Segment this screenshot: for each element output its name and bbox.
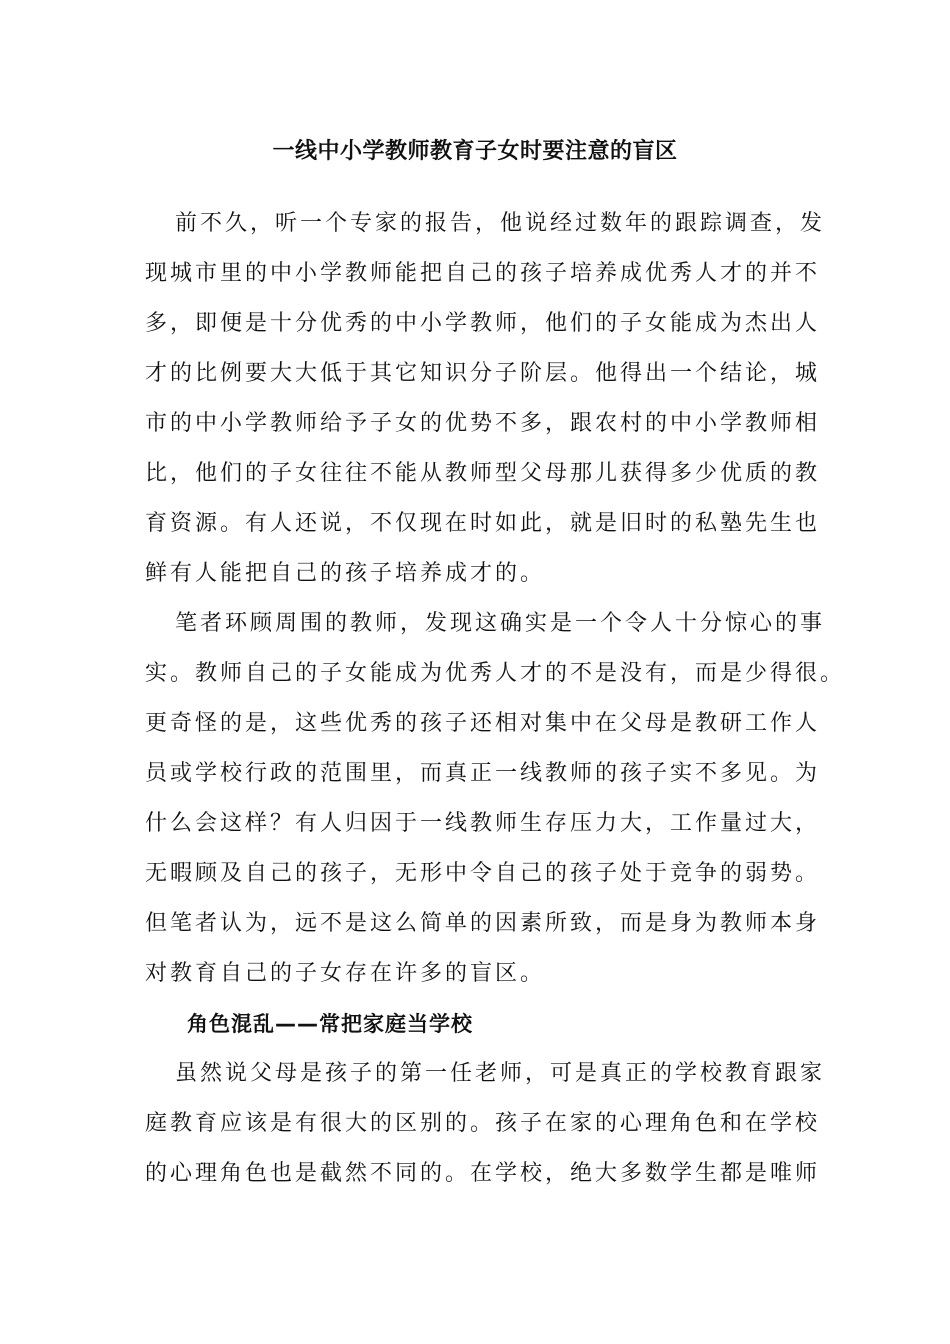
paragraph-line: 现城市里的中小学教师能把自己的孩子培养成优秀人才的并不 — [145, 261, 821, 286]
paragraph-line: 无暇顾及自己的孩子，无形中令自己的孩子处于竞争的弱势。 — [145, 861, 821, 886]
paragraph-line: 前不久，听一个专家的报告，他说经过数年的跟踪调查，发 — [175, 211, 826, 236]
document-title: 一线中小学教师教育子女时要注意的盲区 — [272, 139, 678, 164]
paragraph-line: 员或学校行政的范围里，而真正一线教师的孩子实不多见。为 — [145, 761, 821, 786]
paragraph-1 — [145, 199, 826, 599]
paragraph-line: 市的中小学教师给予子女的优势不多，跟农村的中小学教师相 — [145, 411, 821, 436]
paragraph-line: 对教育自己的子女存在许多的盲区。 — [145, 961, 546, 986]
paragraph-line: 什么会这样？有人归因于一线教师生存压力大，工作量过大， — [145, 811, 821, 836]
paragraph-line: 鲜有人能把自己的孩子培养成才的。 — [145, 561, 546, 586]
paragraph-line: 实。教师自己的子女能成为优秀人才的不是没有，而是少得很。 — [145, 661, 846, 686]
paragraph-line: 多，即便是十分优秀的中小学教师，他们的子女能成为杰出人 — [145, 311, 821, 336]
section-heading: 角色混乱——常把家庭当学校 — [187, 1012, 473, 1036]
paragraph-line: 比，他们的子女往往不能从教师型父母那儿获得多少优质的教 — [145, 461, 821, 486]
paragraph-line: 庭教育应该是有很大的区别的。孩子在家的心理角色和在学校 — [145, 1111, 821, 1136]
paragraph-line: 更奇怪的是，这些优秀的孩子还相对集中在父母是教研工作人 — [145, 711, 821, 736]
paragraph-line: 但笔者认为，远不是这么简单的因素所致，而是身为教师本身 — [145, 911, 821, 936]
document-body — [145, 199, 846, 1199]
paragraph-line: 虽然说父母是孩子的第一任老师，可是真正的学校教育跟家 — [175, 1061, 826, 1086]
paragraph-3 — [145, 1049, 826, 1199]
paragraph-line: 育资源。有人还说，不仅现在时如此，就是旧时的私塾先生也 — [145, 511, 821, 536]
paragraph-line: 笔者环顾周围的教师，发现这确实是一个令人十分惊心的事 — [175, 611, 826, 636]
paragraph-line: 才的比例要大大低于其它知识分子阶层。他得出一个结论，城 — [145, 361, 821, 386]
paragraph-line: 的心理角色也是截然不同的。在学校，绝大多数学生都是唯师 — [145, 1161, 821, 1186]
paragraph-2 — [145, 599, 846, 999]
